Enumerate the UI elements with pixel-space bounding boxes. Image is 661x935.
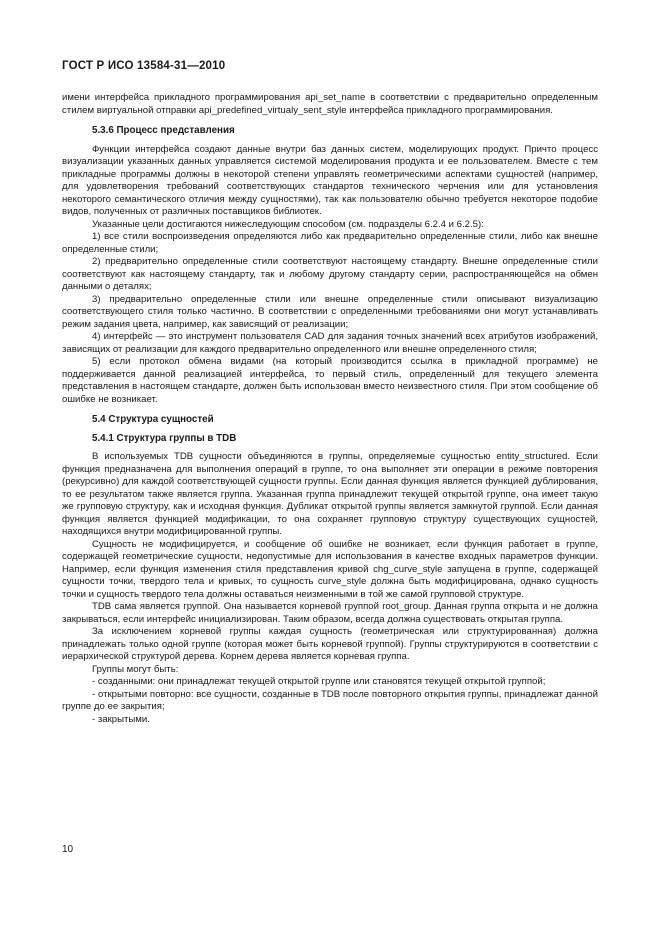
list-item: - созданными: они принадлежат текущей открытой группе или становятся текущей открытой группой;: [92, 676, 546, 687]
list-item: - закрытыми.: [92, 713, 150, 725]
paragraph: Функции интерфейса создают данные внутри баз данных систем, моделирующих продукт. Причто процесс визуализации указанных данных управляется системой моделирования продукта и ее пользователем. Вместе с тем прикладные программы должны в некоторой степени управлять геометрическими аспектами сущностей (например, для удовлетворения требований соответствующих стандартов технического черчения или для установления некоторого семантического отличия между сущностями), так как пользователю обычно требуется некоторое подобие видов, полученных от различных поставщиков библиотек.: [62, 143, 598, 217]
list-item: 4) интерфейс — это инструмент пользователя CAD для задания точных значений всех атрибутов изображений, зависящих от реализации для каждого предварительно определенного или внешне определенного стиля;: [62, 331, 598, 355]
list-item: 2) предварительно определенные стили соответствуют настоящему стандарту. Внешне определенные стили соответствуют как настоящему стандарту, так и любому другому стандарту серии, распространяющейся на обмен данными о деталях;: [62, 256, 598, 292]
document-header: ГОСТ Р ИСО 13584-31—2010: [62, 60, 226, 72]
paragraph: имени интерфейса прикладного программирования api_set_name в соответствии с предварительно определенным стилем виртуальной отправки api_predefined_virtualy_sent_style интерфейса прикладного программирования.: [62, 92, 598, 116]
list-item: 3) предварительно определенные стили или внешне определенные стили описывают визуализацию соответствующего стиля только частично. В соответствии с определенными требованиями они могут устанавливать режим задания цвета, например, как зависящий от реализации;: [62, 293, 598, 330]
document-body: [62, 92, 598, 726]
subsection-heading: 5.4.1 Структура группы в TDB: [92, 432, 237, 444]
page-number: 10: [62, 844, 74, 855]
section-heading: 5.4 Структура сущностей: [92, 414, 214, 425]
section-heading: 5.3.6 Процесс представления: [92, 125, 235, 136]
list-item: 5) если протокол обмена видами (на который производится ссылка в прикладной программе) не поддерживается данной реализацией интерфейса, то первый стиль, определенный для текущего элемента представления в настоящем стандарте, должен быть использован вместо неизвестного стиля. При этом сообщение об ошибке не возникает.: [62, 356, 598, 405]
paragraph: Указанные цели достигаются нижеследующим способом (см. подразделы 6.2.4 и 6.2.5):: [92, 218, 484, 230]
paragraph: За исключением корневой группы каждая сущность (геометрическая или структурированная) должна принадлежать только одной группе (которая может быть корневой группой). Группы структурируются в соответствии с иерархической структурой дерева. Корнем дерева является корневая группа.: [62, 626, 598, 662]
paragraph: Сущность не модифицируется, и сообщение об ошибке не возникает, если функция работает в группе, содержащей геометрические сущности, недопустимые для использования в качестве входных параметров функции. Например, если функция изменения стиля представления кривой chg_curve_style запущена в группе, содержащей сущности точки, твердого тела и кривых, то сущность curve_style должна быть модифицирована, однако сущность точки и сущность твердого тела должны оставаться неизменными в той же самой групповой структуре.: [62, 538, 598, 600]
list-item: - открытыми повторно: все сущности, созданные в TDB после повторного открытия группы, принадлежат данной группе до ее закрытия;: [62, 688, 598, 712]
paragraph: В используемых TDB сущности объединяются в группы, определяемые сущностью entity_structured. Если функция предназначена для выполнения операций в группе, то она выполняет эти операции в режиме повторения (рекурсивно) для каждой соответствующей сущности группы. Если данная функция является функцией дублирования, то ее результатом также является группа. Указанная группа принадлежит текущей открытой группе, она имеет такую же групповую структуру, как и исходная функция. Дубликат открытой группы является замкнутой группой. Если данная функция является функцией модификации, то она сохраняет групповую структуру существующих сущностей, находящихся внутри модифицированной группы.: [62, 451, 598, 537]
paragraph: TDB сама является группой. Она называется корневой группой root_group. Данная группа открыта и не должна закрываться, если интерфейс инициализирован. Таким образом, всегда должна существовать открытая группа.: [62, 601, 598, 625]
paragraph: Группы могут быть:: [92, 663, 179, 675]
list-item: 1) все стили воспроизведения определяются либо как предварительно определенные стили, либо как внешне определенные стили;: [62, 231, 598, 255]
